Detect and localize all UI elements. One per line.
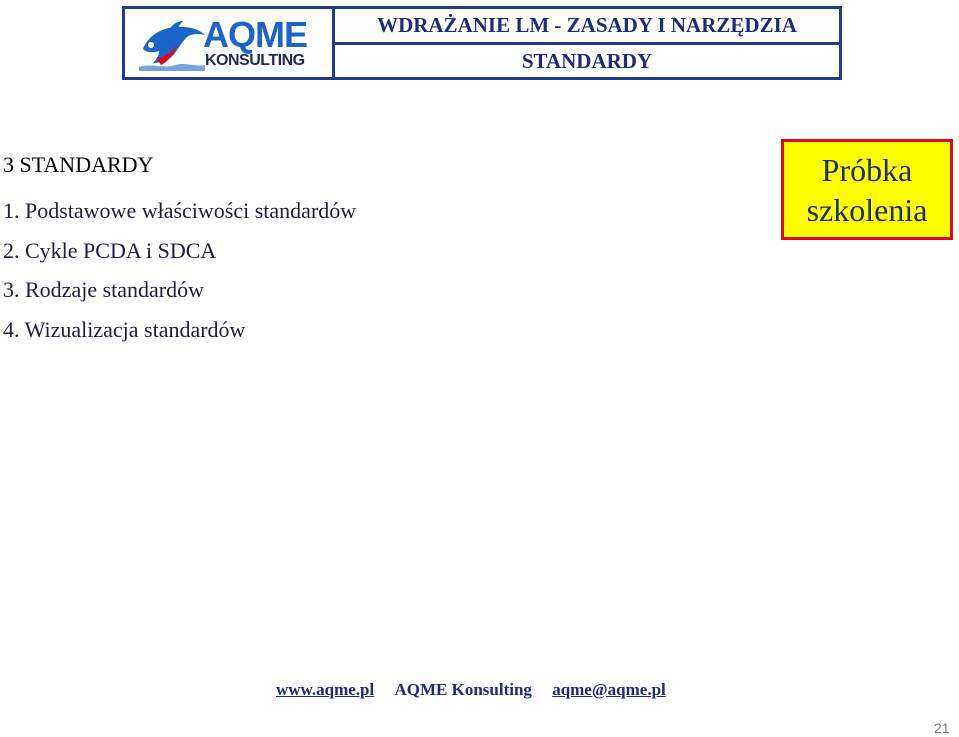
logo-subtitle: KONSULTING	[205, 52, 305, 69]
badge-line-2: szkolenia	[806, 191, 928, 228]
page-title: WDRAŻANIE LM - ZASADY I NARZĘDZIA	[377, 13, 797, 37]
section-heading: 3 STANDARDY	[3, 152, 154, 177]
header-banner	[122, 6, 842, 80]
page-number: 21	[934, 720, 950, 736]
agenda-list	[3, 191, 356, 349]
agenda-item: 3. Rodzaje standardów	[3, 277, 204, 302]
website-link[interactable]: www.aqme.pl	[276, 680, 375, 699]
footer	[276, 680, 666, 700]
logo	[125, 9, 335, 77]
logo-wordmark: AQME	[203, 14, 307, 55]
page-subtitle: STANDARDY	[521, 48, 653, 73]
dolphin-logo-icon	[139, 19, 207, 71]
agenda-item: 1. Podstawowe właściwości standardów	[3, 198, 357, 223]
agenda-item: 2. Cykle PCDA i SDCA	[3, 237, 217, 263]
header-title-cell	[335, 9, 839, 45]
sample-badge	[781, 139, 953, 240]
header-subtitle-cell	[335, 45, 839, 77]
agenda-item: 4. Wizualizacja standardów	[3, 316, 246, 342]
badge-line-1: Próbka	[821, 151, 913, 188]
company-name: AQME Konsulting	[394, 680, 532, 699]
email-link[interactable]: aqme@aqme.pl	[552, 680, 666, 699]
